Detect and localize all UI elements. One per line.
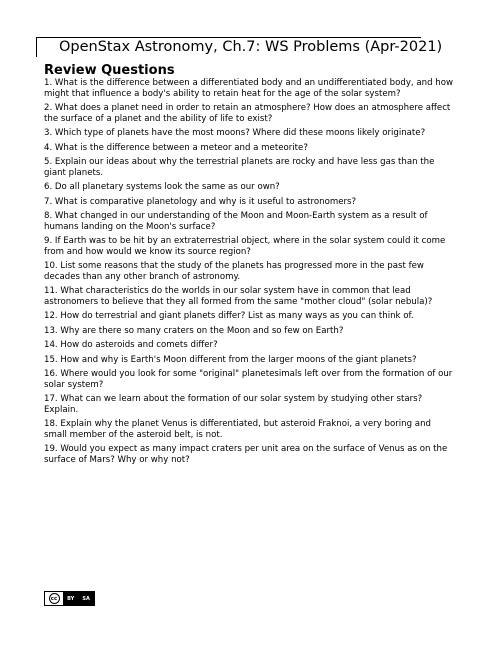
document-header [36,37,443,57]
question-7: 7. What is comparative planetology and why is it useful to astronomers? [44,196,357,207]
question-3: 3. Which type of planets have the most moons? Where did these moons likely originate? [44,128,426,138]
question-2: 2. What does a planet need in order to retain an atmosphere? How does an atmosphere affect the surface of a planet and the ability of life to exist? [44,103,451,124]
question-10: 10. List some reasons that the study of the planets has progressed more in the past few decades than any other branch of astronomy. [44,261,424,282]
question-12: 12. How do terrestrial and giant planets differ? List as many ways as you can think of. [44,311,414,321]
question-18: 18. Explain why the planet Venus is differentiated, but asteroid Fraknoi, a very boring and small member of the asteroid belt, is not. [44,419,431,440]
attribution-label: BY [67,595,75,602]
question-17: 17. What can we learn about the formation of our solar system by studying other stars? Explain. [44,394,423,415]
question-8: 8. What changed in our understanding of the Moon and Moon-Earth system as a result of humans landing on the Moon's surface? [44,211,428,232]
question-11: 11. What characteristics do the worlds in our solar system have in common that lead astronomers to believe that they all formed from the same "mother cloud" (solar nebula)? [44,286,433,307]
question-14: 14. How do asteroids and comets differ? [44,340,218,350]
share-alike-label: SA [82,595,90,602]
question-19: 19. Would you expect as many impact craters per unit area on the surface of Venus as on the surface of Mars? Why or why not? [44,444,448,465]
question-1: 1. What is the difference between a differentiated body and an undifferentiated body, and how might that influence a body's ability to retain heat for the age of the solar system? [44,78,453,99]
cc-license-badge [44,591,95,606]
document-title: OpenStax Astronomy, Ch.7: WS Problems (Apr-2021) [59,39,443,55]
question-5: 5. Explain our ideas about why the terrestrial planets are rocky and have less gas than the giant planets. [44,157,435,178]
question-9: 9. If Earth was to be hit by an extraterrestrial object, where in the solar system could it come from and how would we know its source region? [44,236,446,257]
question-6: 6. Do all planetary systems look the same as our own? [44,182,280,192]
question-16: 16. Where would you look for some "original" planetesimals left over from the formation of our solar system? [44,369,453,390]
question-list [44,78,454,469]
section-heading: Review Questions [44,63,175,78]
question-13: 13. Why are there so many craters on the Moon and so few on Earth? [44,325,344,336]
cc-logo-icon: cc [49,593,60,604]
question-15: 15. How and why is Earth's Moon different from the larger moons of the giant planets? [44,354,417,365]
question-4: 4. What is the difference between a meteor and a meteorite? [44,142,308,153]
